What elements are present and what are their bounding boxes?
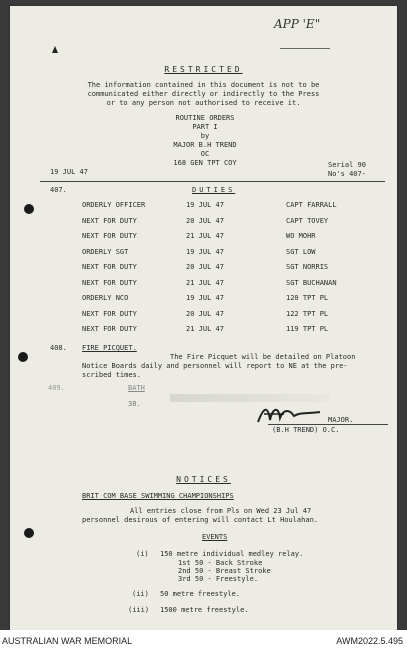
notices-heading: NOTICES [176,475,231,484]
duty-person: SGT LOW [286,247,316,256]
orders-oc: OC [200,150,210,158]
duty-date: 19 JUL 47 [186,247,224,256]
faded-text-area [170,394,330,402]
event-3-number: (iii) [128,606,150,614]
orders-part: PART I [192,123,218,131]
duty-role: NEXT FOR DUTY [82,216,137,225]
item-409-heading: BATH [128,384,145,392]
duty-role: NEXT FOR DUTY [82,309,137,318]
order-date: 19 JUL 47 [50,168,88,176]
duty-date: 21 JUL 47 [186,278,224,287]
duty-role: ORDERLY SGT [82,247,129,256]
footer-bar [0,630,407,653]
duty-person: 120 TPT PL [286,294,329,302]
intro-line-2: communicated either directly or indirectly to the Press [87,90,320,98]
duty-person: WO MOHR [286,232,316,240]
duty-role: NEXT FOR DUTY [82,278,137,287]
footer-credit: AUSTRALIAN WAR MEMORIAL [2,636,133,646]
item-409-sub: 38. [128,400,141,408]
orders-by: by [200,132,210,140]
duty-role: ORDERLY NCO [82,294,129,302]
duty-person: 122 TPT PL [286,309,329,318]
punch-hole-bottom [24,528,34,538]
duty-role: NEXT FOR DUTY [82,325,137,333]
fire-picquet-heading: FIRE PICQUET. [82,344,137,352]
duty-person: CAPT FARRALL [286,201,337,209]
orders-unit: 168 GEN TPT COY [173,159,237,167]
document-page [10,6,397,630]
order-numbers: No's 407- [328,170,366,178]
duty-person: SGT NORRIS [286,263,329,271]
duty-person: SGT BUCHANAN [286,278,337,287]
header-divider [40,181,385,182]
duty-date: 19 JUL 47 [186,294,224,302]
signature-name: (B.H TREND) O.C. [272,426,340,434]
duty-date: 20 JUL 47 [186,309,224,318]
event-3-text: 1500 metre freestyle. [160,606,249,614]
item-409-number: 409. [48,384,65,392]
duty-role: NEXT FOR DUTY [82,232,137,240]
item-408-number: 408. [50,344,67,352]
swimming-heading: BRIT COM BASE SWIMMING CHAMPIONSHIPS [82,492,234,500]
duty-date: 19 JUL 47 [186,201,224,209]
duty-role: ORDERLY OFFICER [82,201,146,209]
footer-accession: AWM2022.5.495 [336,636,403,646]
orders-title: ROUTINE ORDERS [175,114,235,122]
orders-officer: MAJOR B.H TREND [173,141,237,149]
duty-date: 21 JUL 47 [186,325,224,333]
intro-line-1: The information contained in this document is not to be [87,81,320,89]
duty-date: 21 JUL 47 [186,232,224,240]
signature-line [268,424,388,425]
restricted-heading: RESTRICTED [164,65,243,74]
intro-line-3: or to any person not authorised to receive it. [106,99,301,107]
events-heading: EVENTS [202,533,228,541]
signature-rank: MAJOR. [328,416,354,424]
punch-hole-top [24,204,34,214]
fire-line-1: The Fire Picquet will be detailed on Platoon [170,353,356,361]
fire-line-2: Notice Boards daily and personnel will report to NE at the pre- [82,362,348,370]
event-1-text: 150 metre individual medley relay. [160,550,304,558]
fire-line-3: scribed times. [82,371,142,379]
duty-person: 119 TPT PL [286,325,329,333]
duty-role: NEXT FOR DUTY [82,263,137,271]
punch-hole-middle [18,352,28,362]
event-1-number: (i) [136,550,149,558]
event-2-text: 50 metre freestyle. [160,590,241,598]
notices-line-2: personnel desirous of entering will contact Lt Houlahan. [82,516,319,524]
annotation-underline [280,48,330,49]
duty-date: 20 JUL 47 [186,216,224,225]
medley-1: 1st 50 - Back Stroke [178,559,263,567]
handwritten-annotation: APP 'E" [274,17,321,31]
medley-2: 2nd 50 - Breast Stroke [178,567,271,575]
notices-line-1: All entries close from Pls on Wed 23 Jul 47 [130,507,312,515]
duty-date: 20 JUL 47 [186,263,224,271]
serial-number: Serial 90 [328,161,366,169]
duties-heading: DUTIES [192,186,236,194]
medley-3: 3rd 50 - Freestyle. [178,575,259,583]
duty-person: CAPT TOVEY [286,216,329,225]
item-407-number: 407. [50,186,67,194]
event-2-number: (ii) [132,590,149,598]
pencil-mark-icon [52,46,58,53]
